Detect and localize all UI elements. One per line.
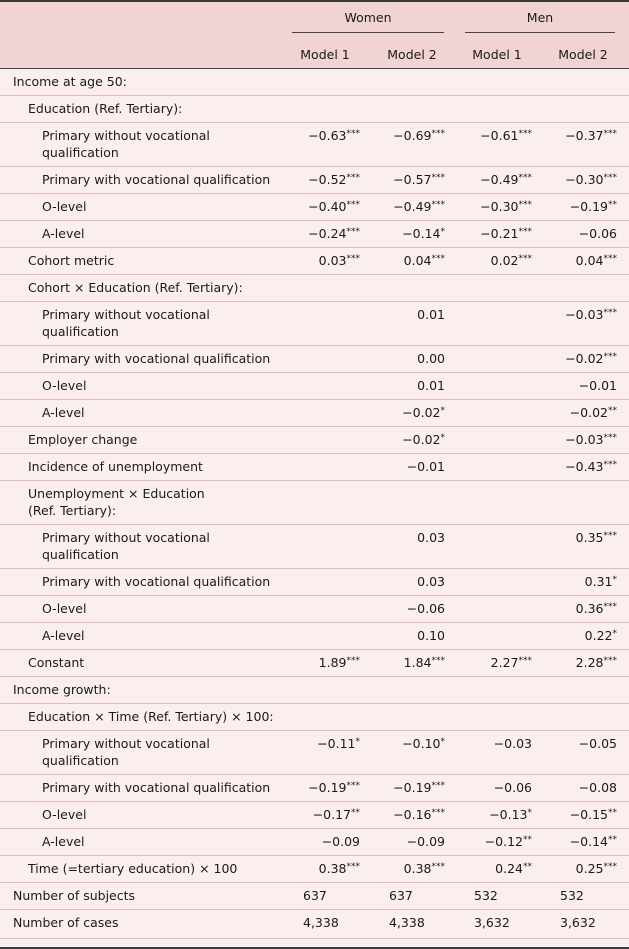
cell-value: 637 [303, 888, 327, 903]
group-header-women: Women [344, 10, 392, 25]
cell-value: −0.69*** [393, 128, 445, 143]
row-label: O-level [42, 807, 87, 822]
row-label: Primary without vocational qualification [42, 530, 210, 562]
cell-value: 0.02*** [490, 253, 532, 268]
cell-value: 0.03 [417, 530, 445, 545]
row-label: Primary without vocational qualification [42, 307, 210, 339]
cell-value: 0.38*** [403, 861, 445, 876]
table-row [0, 248, 629, 275]
row-label: Primary without vocational qualification [42, 736, 210, 768]
cell-value: −0.30*** [480, 199, 532, 214]
column-header-men-model-2: Model 2 [558, 47, 608, 62]
table-row [0, 481, 629, 525]
table-row [0, 167, 629, 194]
table-row [0, 427, 629, 454]
row-label: O-level [42, 378, 87, 393]
cell-value: −0.03 [493, 736, 532, 751]
row-label: O-level [42, 199, 87, 214]
table-row [0, 910, 629, 939]
cell-value: −0.03*** [565, 432, 617, 447]
cell-value: 0.04*** [403, 253, 445, 268]
table-row [0, 194, 629, 221]
cell-value: −0.06 [578, 226, 617, 241]
table-row [0, 221, 629, 248]
row-label: Income growth: [13, 682, 111, 697]
cell-value: −0.02* [402, 405, 445, 420]
cell-value: 0.01 [417, 307, 445, 322]
row-label: Unemployment × Education (Ref. Tertiary): [28, 486, 205, 518]
cell-value: −0.11* [317, 736, 360, 751]
table-row [0, 454, 629, 481]
table-row [0, 275, 629, 302]
table-row [0, 829, 629, 856]
cell-value: 0.22* [584, 628, 617, 643]
column-header-men-model-1: Model 1 [472, 47, 522, 62]
row-label: A-level [42, 834, 85, 849]
cell-value: −0.19** [569, 199, 617, 214]
cell-value: −0.02*** [565, 351, 617, 366]
table-row [0, 69, 629, 96]
row-label: Employer change [28, 432, 138, 447]
cell-value: 0.10 [417, 628, 445, 643]
group-header-men: Men [526, 10, 554, 25]
table-row [0, 96, 629, 123]
table-row [0, 731, 629, 775]
cell-value: 0.04*** [575, 253, 617, 268]
row-label: Primary with vocational qualification [42, 574, 271, 589]
row-label: A-level [42, 226, 85, 241]
cell-value: −0.63*** [308, 128, 360, 143]
table-row [0, 704, 629, 731]
cell-value: −0.06 [493, 780, 532, 795]
cell-value: −0.61*** [480, 128, 532, 143]
cell-value: −0.05 [578, 736, 617, 751]
cell-value: −0.19*** [308, 780, 360, 795]
cell-value: 0.01 [417, 378, 445, 393]
cell-value: −0.14* [402, 226, 445, 241]
cell-value: 2.27*** [490, 655, 532, 670]
row-label: Primary with vocational qualification [42, 351, 271, 366]
cell-value: −0.49*** [480, 172, 532, 187]
cell-value: 3,632 [474, 915, 510, 930]
table-row [0, 302, 629, 346]
cell-value: 532 [560, 888, 584, 903]
cell-value: 4,338 [389, 915, 425, 930]
cell-value: 0.00 [417, 351, 445, 366]
cell-value: −0.21*** [480, 226, 532, 241]
cell-value: −0.14** [569, 834, 617, 849]
row-label: Number of subjects [13, 888, 136, 903]
table-row [0, 373, 629, 400]
table-row [0, 400, 629, 427]
cell-value: −0.40*** [308, 199, 360, 214]
cell-value: −0.24*** [308, 226, 360, 241]
cell-value: −0.19*** [393, 780, 445, 795]
cell-value: −0.09 [321, 834, 360, 849]
cell-value: −0.06 [406, 601, 445, 616]
cell-value: 1.89*** [318, 655, 360, 670]
table-row [0, 775, 629, 802]
cell-value: 0.24** [495, 861, 532, 876]
table-row [0, 650, 629, 677]
row-label: Primary with vocational qualification [42, 780, 271, 795]
table-row [0, 883, 629, 910]
row-label: Cohort metric [28, 253, 115, 268]
cell-value: 4,338 [303, 915, 339, 930]
row-label: Number of cases [13, 915, 119, 930]
row-label: Time (=tertiary education) × 100 [28, 861, 238, 876]
row-label: O-level [42, 601, 87, 616]
cell-value: −0.15** [569, 807, 617, 822]
table-row [0, 677, 629, 704]
cell-value: −0.49*** [393, 199, 445, 214]
cell-value: 0.03 [417, 574, 445, 589]
cell-value: −0.10* [402, 736, 445, 751]
cell-value: 0.31* [584, 574, 617, 589]
cell-value: −0.16*** [393, 807, 445, 822]
row-label: A-level [42, 628, 85, 643]
table-body [0, 69, 629, 939]
cell-value: −0.01 [406, 459, 445, 474]
cell-value: −0.17** [312, 807, 360, 822]
cell-value: 1.84*** [403, 655, 445, 670]
row-label: Education × Time (Ref. Tertiary) × 100: [28, 709, 274, 724]
cell-value: 2.28*** [575, 655, 617, 670]
cell-value: −0.13* [489, 807, 532, 822]
cell-value: −0.02* [402, 432, 445, 447]
cell-value: 3,632 [560, 915, 596, 930]
table-row [0, 123, 629, 167]
table-row [0, 623, 629, 650]
table-row [0, 856, 629, 883]
row-label: Incidence of unemployment [28, 459, 203, 474]
row-label: Constant [28, 655, 85, 670]
table-row [0, 346, 629, 373]
column-header-women-model-1: Model 1 [300, 47, 350, 62]
row-label: Income at age 50: [13, 74, 127, 89]
table-row [0, 596, 629, 623]
cell-value: −0.08 [578, 780, 617, 795]
cell-value: 0.38*** [318, 861, 360, 876]
cell-value: 0.36*** [575, 601, 617, 616]
group-rule-men [465, 32, 615, 33]
cell-value: 0.35*** [575, 530, 617, 545]
table-row [0, 525, 629, 569]
column-header-women-model-2: Model 2 [387, 47, 437, 62]
cell-value: −0.37*** [565, 128, 617, 143]
cell-value: 637 [389, 888, 413, 903]
cell-value: −0.43*** [565, 459, 617, 474]
cell-value: −0.52*** [308, 172, 360, 187]
cell-value: −0.12** [484, 834, 532, 849]
cell-value: −0.57*** [393, 172, 445, 187]
cell-value: −0.09 [406, 834, 445, 849]
table-row [0, 569, 629, 596]
row-label: A-level [42, 405, 85, 420]
row-label: Primary with vocational qualification [42, 172, 271, 187]
table-header [0, 2, 629, 68]
cell-value: 0.25*** [575, 861, 617, 876]
cell-value: −0.03*** [565, 307, 617, 322]
table-row [0, 802, 629, 829]
cell-value: 0.03*** [318, 253, 360, 268]
row-label: Cohort × Education (Ref. Tertiary): [28, 280, 243, 295]
row-label: Education (Ref. Tertiary): [28, 101, 183, 116]
cell-value: −0.02** [569, 405, 617, 420]
row-label: Primary without vocational qualification [42, 128, 210, 160]
group-rule-women [292, 32, 444, 33]
cell-value: −0.30*** [565, 172, 617, 187]
cell-value: −0.01 [578, 378, 617, 393]
cell-value: 532 [474, 888, 498, 903]
